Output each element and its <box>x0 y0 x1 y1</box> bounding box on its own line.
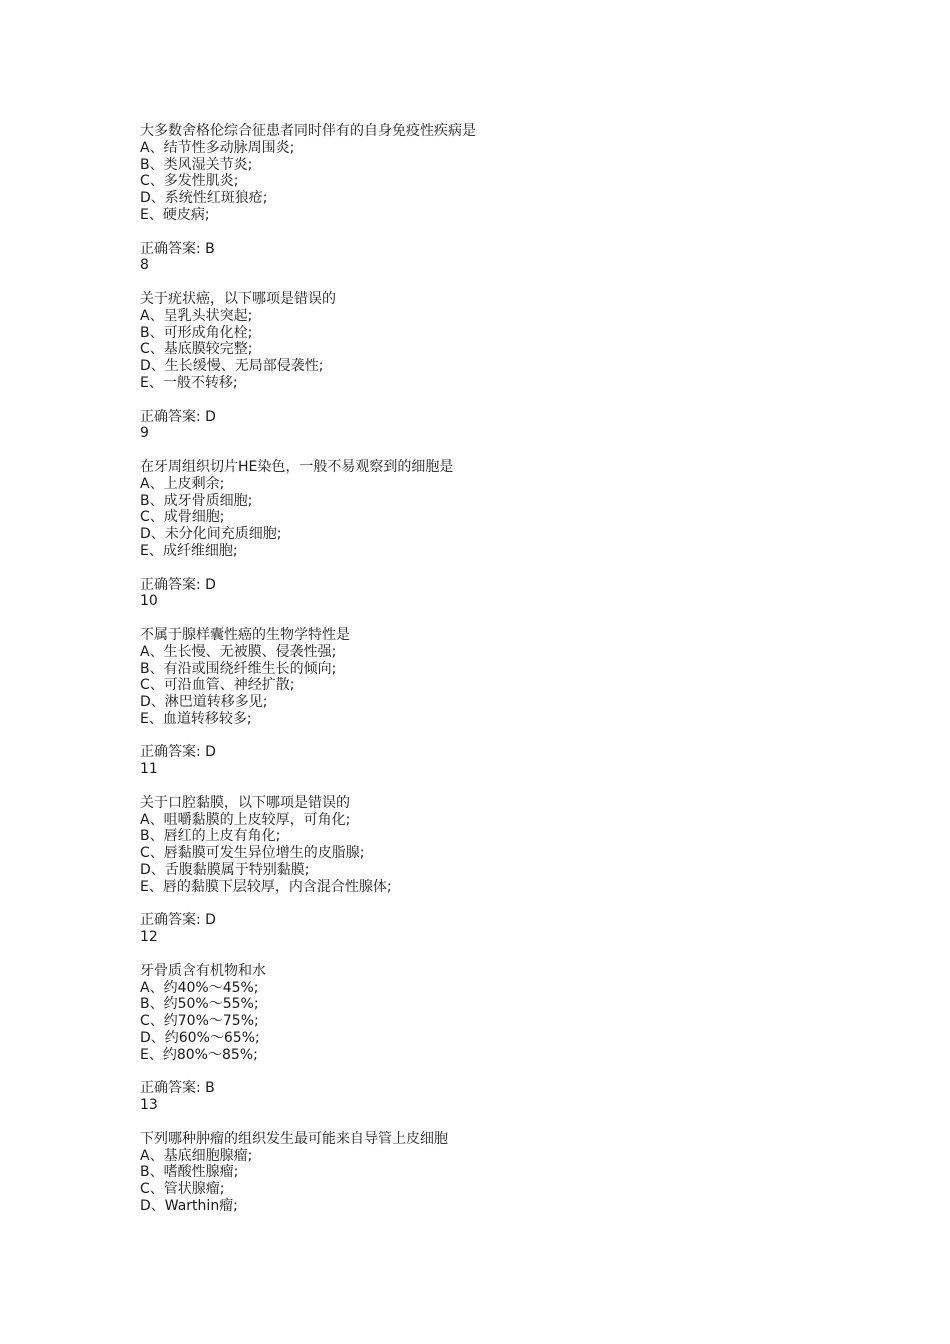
option-a: A、生长慢、无被膜、侵袭性强; <box>140 643 337 660</box>
option-e: E、血道转移较多; <box>140 710 252 727</box>
question-stem: 关于口腔黏膜，以下哪项是错误的 <box>140 794 350 811</box>
option-d: D、舌腹黏膜属于特别黏膜; <box>140 862 310 879</box>
option-a: A、结节性多动脉周围炎; <box>140 139 295 156</box>
question-block <box>140 123 920 257</box>
option-b: B、可形成角化栓; <box>140 324 253 341</box>
question-number: 13 <box>140 1097 158 1114</box>
question-number: 8 <box>140 257 149 274</box>
question-block <box>140 761 920 929</box>
question-block <box>140 425 920 593</box>
question-block <box>140 929 920 1097</box>
option-a: A、呈乳头状突起; <box>140 307 253 324</box>
option-d: D、约60%～65%; <box>140 1030 260 1047</box>
option-a: A、上皮剩余; <box>140 475 225 492</box>
question-stem: 在牙周组织切片HE染色，一般不易观察到的细胞是 <box>140 458 454 475</box>
option-c: C、多发性肌炎; <box>140 173 239 190</box>
question-stem: 不属于腺样囊性癌的生物学特性是 <box>140 626 350 643</box>
option-e: E、成纤维细胞; <box>140 542 238 559</box>
option-e: E、硬皮病; <box>140 206 210 223</box>
question-number: 11 <box>140 761 158 778</box>
correct-answer: 正确答案: D <box>140 744 216 761</box>
option-d: D、生长缓慢、无局部侵袭性; <box>140 358 324 375</box>
option-d: D、Warthin瘤; <box>140 1198 238 1214</box>
option-c: C、基底膜较完整; <box>140 341 253 358</box>
option-a: A、基底细胞腺瘤; <box>140 1147 253 1164</box>
question-stem: 大多数舍格伦综合征患者同时伴有的自身免疫性疾病是 <box>140 123 476 139</box>
option-b: B、嗜酸性腺瘤; <box>140 1164 239 1181</box>
question-stem: 牙骨质含有机物和水 <box>140 962 266 979</box>
option-b: B、成牙骨质细胞; <box>140 492 253 509</box>
option-b: B、有沿或围绕纤维生长的倾向; <box>140 660 337 677</box>
option-c: C、可沿血管、神经扩散; <box>140 677 295 694</box>
question-number: 12 <box>140 929 158 946</box>
option-c: C、管状腺瘤; <box>140 1181 225 1198</box>
question-block <box>140 1097 920 1215</box>
question-stem: 关于疣状癌，以下哪项是错误的 <box>140 290 336 307</box>
option-c: C、成骨细胞; <box>140 509 225 526</box>
option-d: D、淋巴道转移多见; <box>140 694 268 711</box>
question-block <box>140 593 920 761</box>
option-c: C、唇黏膜可发生异位增生的皮脂腺; <box>140 845 365 862</box>
option-e: E、一般不转移; <box>140 374 238 391</box>
option-c: C、约70%～75%; <box>140 1013 259 1030</box>
option-a: A、约40%～45%; <box>140 979 259 996</box>
correct-answer: 正确答案: D <box>140 912 216 929</box>
option-e: E、唇的黏膜下层较厚，内含混合性腺体; <box>140 878 392 895</box>
option-d: D、未分化间充质细胞; <box>140 526 282 543</box>
correct-answer: 正确答案: D <box>140 408 216 425</box>
option-a: A、咀嚼黏膜的上皮较厚，可角化; <box>140 811 351 828</box>
document-page <box>140 123 920 1215</box>
option-b: B、唇红的上皮有角化; <box>140 828 281 845</box>
question-number: 10 <box>140 593 158 610</box>
question-block <box>140 257 920 425</box>
option-d: D、系统性红斑狼疮; <box>140 190 268 207</box>
option-e: E、约80%～85%; <box>140 1046 258 1063</box>
correct-answer: 正确答案: B <box>140 1080 215 1097</box>
option-b: B、类风湿关节炎; <box>140 156 253 173</box>
correct-answer: 正确答案: D <box>140 576 216 593</box>
question-number: 9 <box>140 425 149 442</box>
question-stem: 下列哪种肿瘤的组织发生最可能来自导管上皮细胞 <box>140 1130 448 1147</box>
option-b: B、约50%～55%; <box>140 996 259 1013</box>
correct-answer: 正确答案: B <box>140 240 215 257</box>
